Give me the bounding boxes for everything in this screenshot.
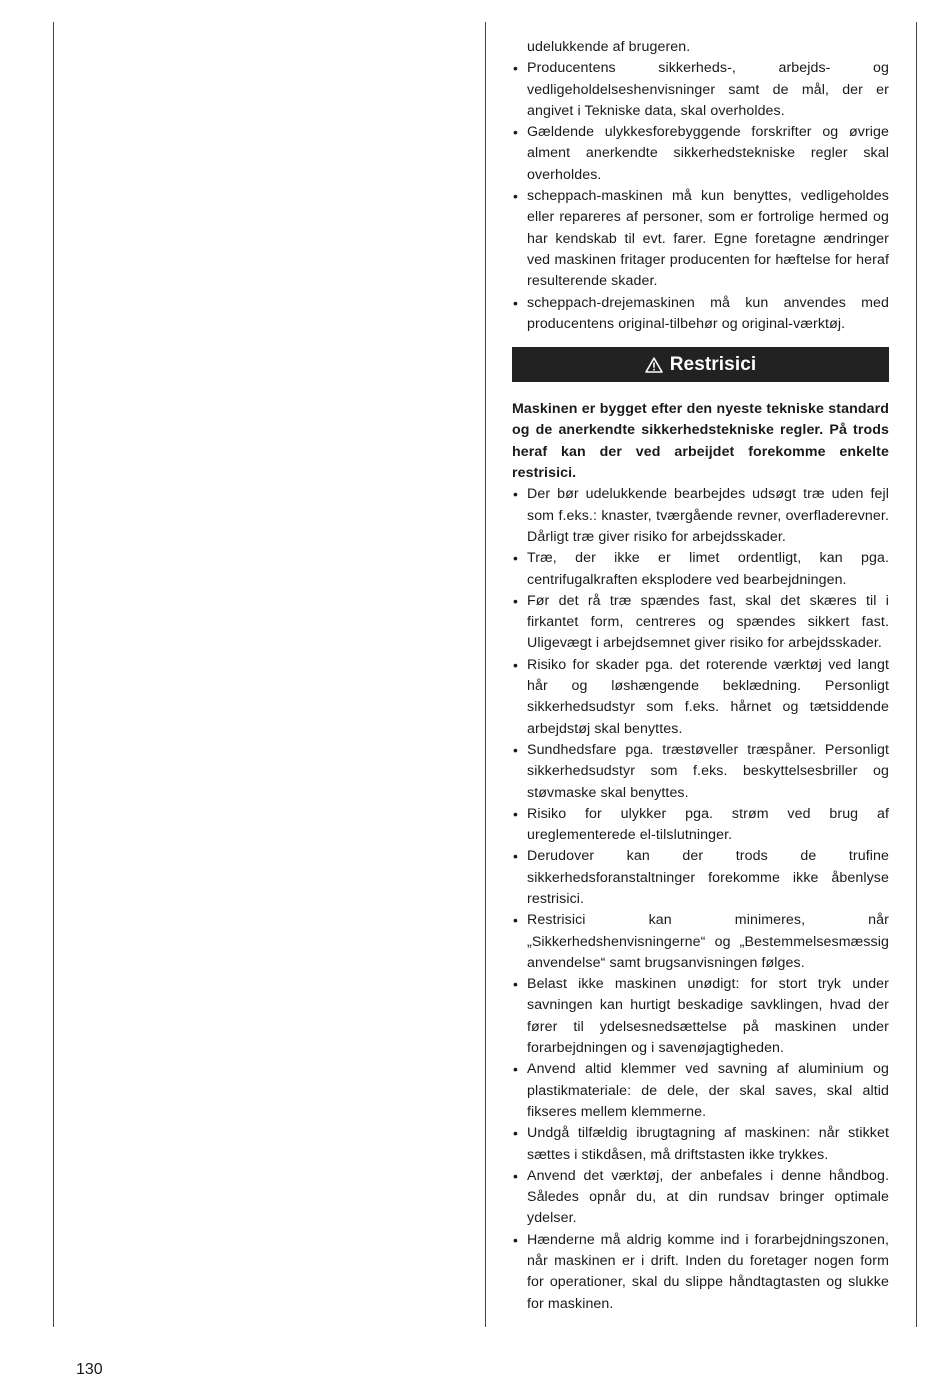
list-item: • Belast ikke maskinen unødigt: for stort tryk under savningen kan hurtigt beskadige savklingen, hvad der fører til ydelsesnedsættelse på maskinen under forarbejdningen og i savenøjagtigheden. [513, 976, 889, 1057]
page-number: 130 [76, 1361, 103, 1378]
top-bullet-list [512, 58, 889, 335]
warning-triangle-icon [645, 357, 663, 373]
section-heading-banner [512, 347, 889, 382]
bullet-icon: • [513, 1231, 519, 1248]
list-item: • Før det rå træ spændes fast, skal det skæres til i firkantet form, centreres og spændes sikkert fast. Uligevægt i arbejdsemnet giver risiko for arbejdsskader. [513, 592, 889, 652]
list-item: • Hænderne må aldrig komme ind i forarbejdningszonen, når maskinen er i drift. Inden du foretager nogen form for operationer, skal du slippe håndtagtasten og slukke for maskinen. [513, 1231, 889, 1312]
list-item: • Gældende ulykkesforebyggende forskrifter og øvrige alment anerkendte sikkerhedstekniske regler skal overholdes. [513, 124, 889, 183]
bullet-icon: • [513, 1167, 519, 1184]
list-item: • Risiko for skader pga. det roterende værktøj ved langt hår og løshængende beklædning. Personligt sikkerhedsudstyr som f.eks. hårnet og tætsiddende arbejdstøj skal benyttes. [513, 656, 889, 737]
bullet-icon: • [513, 848, 519, 865]
bullet-icon: • [513, 741, 519, 758]
bullet-icon: • [513, 592, 519, 609]
bullet-icon: • [513, 188, 519, 205]
list-item: • Anvend altid klemmer ved savning af aluminium og plastikmateriale: de dele, der skal saves, skal altid fikseres mellem klemmerne. [513, 1061, 889, 1120]
list-item: • scheppach-maskinen må kun benyttes, vedligeholdes eller repareres af personer, som er fortrolige hermed og har kendskab til evt. farer. Egne foretagne ændringer ved maskinen fritager producenten for hæftelse for heraf resulterende skader. [513, 188, 889, 290]
list-item: • Træ, der ikke er limet ordentligt, kan pga. centrifugalkraften eksplodere ved bearbejdningen. [513, 550, 889, 588]
list-item: • Restrisici kan minimeres, når „Sikkerhedshenvisningerne“ og „Bestemmelsesmæssig anvendelse“ samt brugsanvisningen følges. [513, 912, 889, 971]
left-margin-rule [53, 22, 54, 1327]
section-title: Restrisici [669, 354, 757, 375]
bullet-icon: • [513, 550, 519, 567]
list-item: • Sundhedsfare pga. træstøveller træspåner. Personligt sikkerhedsudstyr som f.eks. beskyttelsesbriller og støvmaske skal benyttes. [513, 741, 889, 801]
bullet-icon: • [513, 486, 519, 503]
continued-text: udelukkende af brugeren. [527, 39, 691, 55]
right-margin-rule [916, 22, 917, 1327]
restrisici-bullet-list [512, 484, 889, 1315]
list-item: • Der bør udelukkende bearbejdes udsøgt træ uden fejl som f.eks.: knaster, tværgående revner, overfladerevner. Dårligt træ giver risiko for arbejdsskader. [513, 486, 889, 545]
right-text-column [512, 37, 889, 1315]
list-item: • scheppach-drejemaskinen må kun anvendes med producentens original-tilbehør og original-værktøj. [513, 294, 889, 332]
bullet-icon: • [513, 976, 519, 993]
bullet-icon: • [513, 912, 519, 929]
bullet-icon: • [513, 1061, 519, 1078]
list-item: • Undgå tilfældig ibrugtagning af maskinen: når stikket sættes i stikdåsen, må driftstasten ikke trykkes. [513, 1125, 889, 1163]
bullet-icon: • [513, 124, 519, 141]
bullet-icon: • [513, 1125, 519, 1142]
bullet-icon: • [513, 656, 519, 673]
list-item: • Producentens sikkerheds-, arbejds- og vedligeholdelseshenvisninger samt de mål, der er angivet i Tekniske data, skal overholdes. [513, 60, 889, 119]
list-item: • Risiko for ulykker pga. strøm ved brug af ureglementerede el-tilslutninger. [513, 805, 889, 844]
bullet-icon: • [513, 294, 519, 311]
bullet-icon: • [513, 805, 519, 822]
list-item: • Derudover kan der trods de trufine sikkerhedsforanstaltninger forekomme ikke åbenlyse restrisici. [513, 848, 889, 907]
bullet-icon: • [513, 60, 519, 77]
section-lead-paragraph: Maskinen er bygget efter den nyeste tekniske standard og de anerkendte sikkerhedstekniske regler. På trods heraf kan der ved arbeijdet forekomme enkelte restrisici. [512, 401, 889, 482]
column-divider-rule [485, 22, 486, 1327]
list-item: • Anvend det værktøj, der anbefales i denne håndbog. Således opnår du, at din rundsav bringer optimale ydelser. [513, 1167, 889, 1227]
